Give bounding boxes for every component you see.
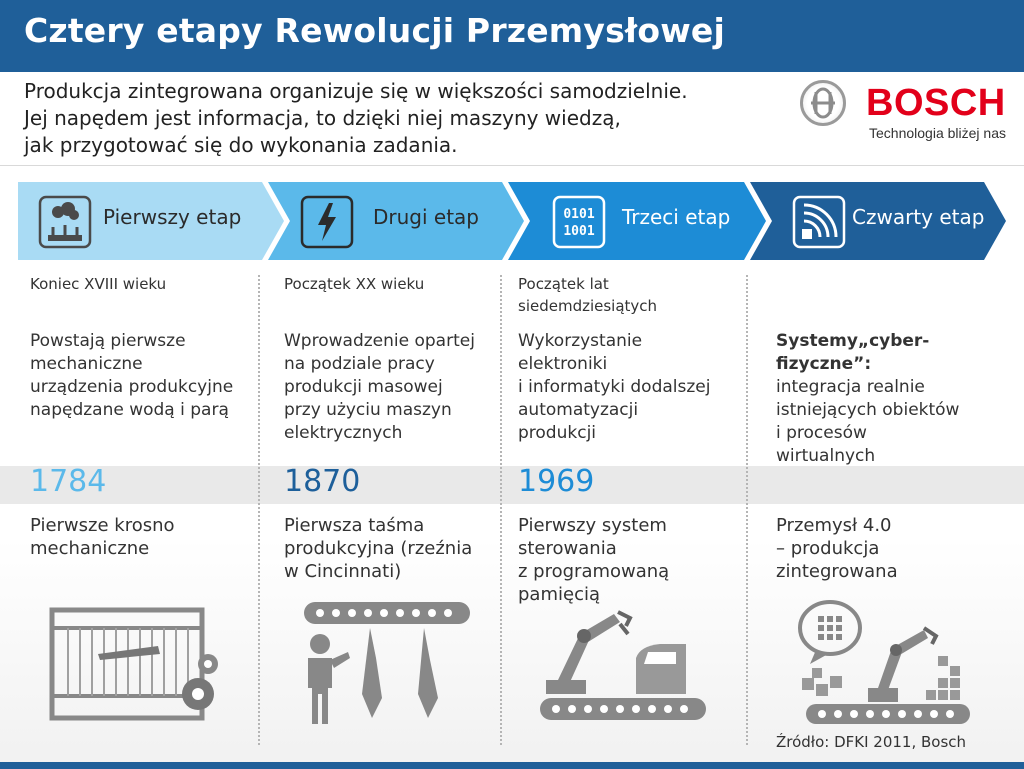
- intro-line-1: Produkcja zintegrowana organizuje się w większości samodzielnie.: [24, 79, 688, 103]
- stage-label-2: Drugi etap: [373, 205, 480, 229]
- period-3: [518, 273, 657, 317]
- description-line: produkcji: [518, 423, 597, 443]
- binary-chip-icon: [552, 195, 606, 249]
- description-line: na podziale pracy: [284, 354, 435, 374]
- description-bold-line: Systemy„cyber-fizyczne”:: [776, 331, 930, 374]
- year-3: 1969: [518, 464, 595, 499]
- description-line: i informatyki dodalszej: [518, 377, 711, 397]
- milestone-line: mechaniczne: [30, 538, 150, 559]
- description-line: i procesów: [776, 423, 867, 443]
- description-line: automatyzacji: [518, 400, 639, 420]
- milestone-line: – produkcja: [776, 538, 880, 559]
- year-band: [0, 466, 1024, 504]
- milestone-line: pamięcią: [518, 584, 600, 605]
- stage-label-3: Trzeci etap: [622, 205, 731, 229]
- description-3: [518, 330, 710, 445]
- intro-line-2: Jej napędem jest informacja, to dzięki niej maszyny wiedzą,: [24, 106, 621, 130]
- period-2: Początek XX wieku: [284, 275, 425, 293]
- period-3-line: siedemdziesiątych: [518, 297, 658, 315]
- milestone-line: Pierwsza taśma: [284, 515, 425, 536]
- description-line: istniejących obiektów: [776, 400, 960, 420]
- divider: [0, 165, 1024, 166]
- year-2: 1870: [284, 464, 361, 499]
- milestone-2: [284, 514, 472, 583]
- conveyor-slaughterhouse-illustration: [300, 598, 480, 728]
- milestone-line: Pierwszy system: [518, 515, 667, 536]
- milestone-1: [30, 514, 175, 560]
- description-line: elektroniki: [518, 354, 608, 374]
- description-line: wirtualnych: [776, 446, 876, 466]
- period-3-line: Początek lat: [518, 275, 609, 293]
- loom-illustration: [48, 606, 228, 726]
- bosch-wordmark: BOSCH: [866, 82, 1006, 124]
- milestone-line: zintegrowana: [776, 561, 898, 582]
- milestone-line: w Cincinnati): [284, 561, 402, 582]
- description-line: integracja realnie: [776, 377, 925, 397]
- period-1: Koniec XVIII wieku: [30, 275, 167, 293]
- lightning-icon: [300, 195, 354, 249]
- description-line: napędzane wodą i parą: [30, 400, 229, 420]
- year-1: 1784: [30, 464, 107, 499]
- robot-arm-car-illustration: [536, 608, 716, 726]
- steam-engine-icon: [38, 195, 92, 249]
- milestone-line: sterowania: [518, 538, 617, 559]
- description-line: przy użyciu maszyn: [284, 400, 452, 420]
- description-line: Powstają pierwsze: [30, 331, 186, 351]
- footer-bar: [0, 762, 1024, 769]
- milestone-line: z programowaną: [518, 561, 670, 582]
- column-divider: [746, 275, 748, 745]
- smart-factory-illustration: [796, 598, 976, 728]
- description-line: Wprowadzenie opartej: [284, 331, 475, 351]
- page-title: Cztery etapy Rewolucji Przemysłowej: [24, 11, 726, 50]
- milestone-line: produkcyjna (rzeźnia: [284, 538, 473, 559]
- svg-text:1001: 1001: [563, 224, 595, 239]
- description-line: urządzenia produkcyjne: [30, 377, 234, 397]
- bosch-armature-logo: [800, 80, 846, 126]
- description-line: produkcji masowej: [284, 377, 443, 397]
- stage-label-1: Pierwszy etap: [103, 205, 242, 229]
- milestone-line: Pierwsze krosno: [30, 515, 175, 536]
- column-divider: [500, 275, 502, 745]
- intro-line-3: jak przygotować się do wykonania zadania.: [24, 133, 458, 157]
- svg-text:0101: 0101: [563, 207, 595, 222]
- description-2: [284, 330, 475, 445]
- description-line: mechaniczne: [30, 354, 143, 374]
- description-line: elektrycznych: [284, 423, 403, 443]
- bosch-tagline: Technologia bliżej nas: [869, 125, 1006, 141]
- column-divider: [258, 275, 260, 745]
- milestone-4: [776, 514, 898, 583]
- description-4: [776, 330, 1024, 468]
- source-note: Źródło: DFKI 2011, Bosch: [776, 733, 967, 751]
- title-bar: [0, 0, 1024, 72]
- wireless-signal-icon: [792, 195, 846, 249]
- description-1: [30, 330, 233, 422]
- stage-label-4: Czwarty etap: [852, 205, 985, 229]
- milestone-3: [518, 514, 669, 606]
- description-line: Wykorzystanie: [518, 331, 643, 351]
- intro-text: [24, 78, 794, 159]
- milestone-line: Przemysł 4.0: [776, 515, 892, 536]
